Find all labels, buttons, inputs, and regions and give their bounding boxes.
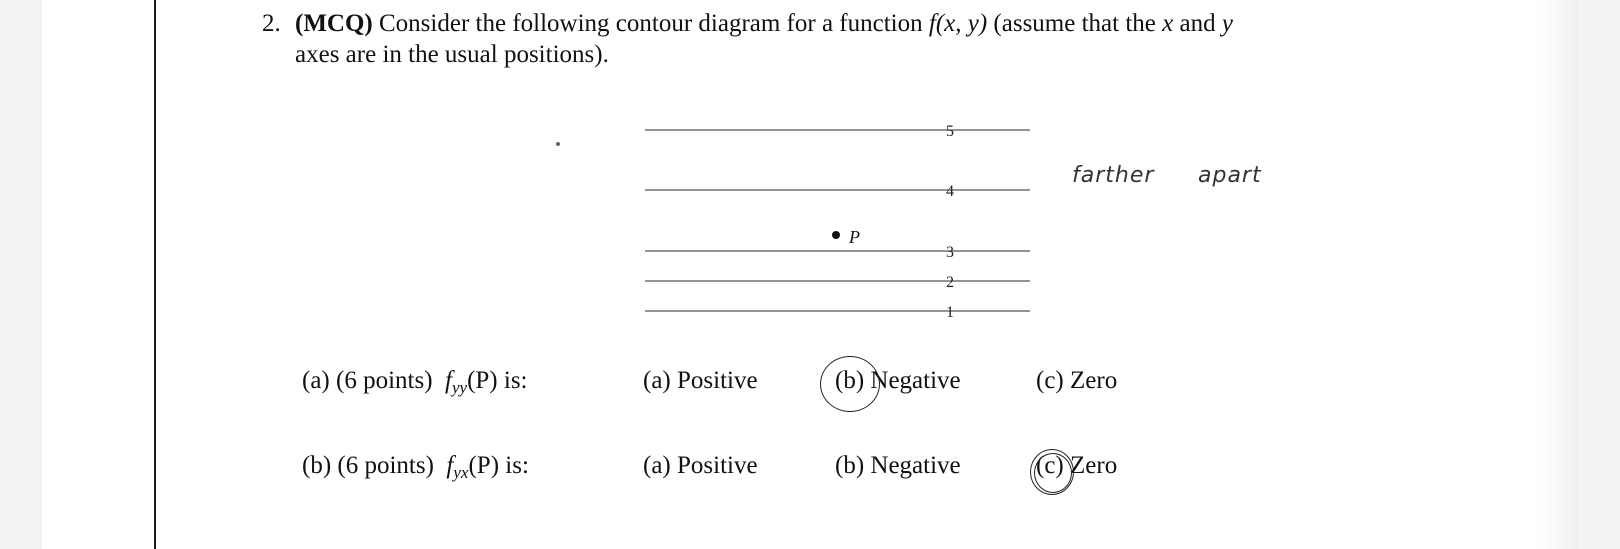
part-b-label: (b) (6 points) xyxy=(302,452,434,479)
part-a-prompt xyxy=(302,367,528,395)
question-line-2: axes are in the usual positions). xyxy=(295,41,609,68)
part-a-func: f xyxy=(445,367,452,394)
handwritten-note-apart: apart xyxy=(1198,163,1262,188)
part-a-choice-negative[interactable]: (b) Negative xyxy=(835,367,961,394)
part-a-choice-positive[interactable]: (a) Positive xyxy=(643,367,758,394)
answer-circle-b-inner xyxy=(1034,453,1072,493)
part-b-choice-positive[interactable]: (a) Positive xyxy=(643,452,758,479)
part-a-subscript: yy xyxy=(451,378,468,397)
question-body-b: (assume that the xyxy=(993,10,1156,37)
function-name: f(x, y) xyxy=(928,10,988,37)
part-a-label: (a) (6 points) xyxy=(302,367,433,394)
part-b-func: f xyxy=(446,452,454,479)
part-a-choice-zero[interactable]: (c) Zero xyxy=(1036,367,1118,394)
contour-label-4: 4 xyxy=(946,183,954,200)
part-b-prompt xyxy=(302,452,529,480)
contour-label-3: 3 xyxy=(946,244,954,261)
part-b-arg: (P) is: xyxy=(468,452,529,479)
question-number: 2. xyxy=(262,10,281,37)
x-variable: x xyxy=(1162,10,1174,37)
point-p-label: P xyxy=(849,227,860,247)
contour-label-2: 2 xyxy=(946,274,954,291)
part-b-choice-negative[interactable]: (b) Negative xyxy=(835,452,961,479)
point-p-dot xyxy=(832,231,840,239)
handwritten-note-farther: farther xyxy=(1072,163,1155,188)
answer-circle-a xyxy=(820,356,880,412)
part-b-subscript: yx xyxy=(453,463,469,482)
contour-label-5: 5 xyxy=(946,123,954,140)
contour-lines xyxy=(645,123,1030,321)
part-b-choice-zero[interactable]: (c) Zero xyxy=(1036,452,1118,479)
question-body: Consider the following contour diagram for a function xyxy=(379,10,923,37)
and-word: and xyxy=(1179,10,1216,37)
part-a-arg: (P) is: xyxy=(467,367,528,394)
y-variable: y xyxy=(1221,10,1233,37)
contour-label-1: 1 xyxy=(946,304,954,321)
question-tag: (MCQ) xyxy=(295,10,373,37)
stray-dot xyxy=(556,142,560,146)
